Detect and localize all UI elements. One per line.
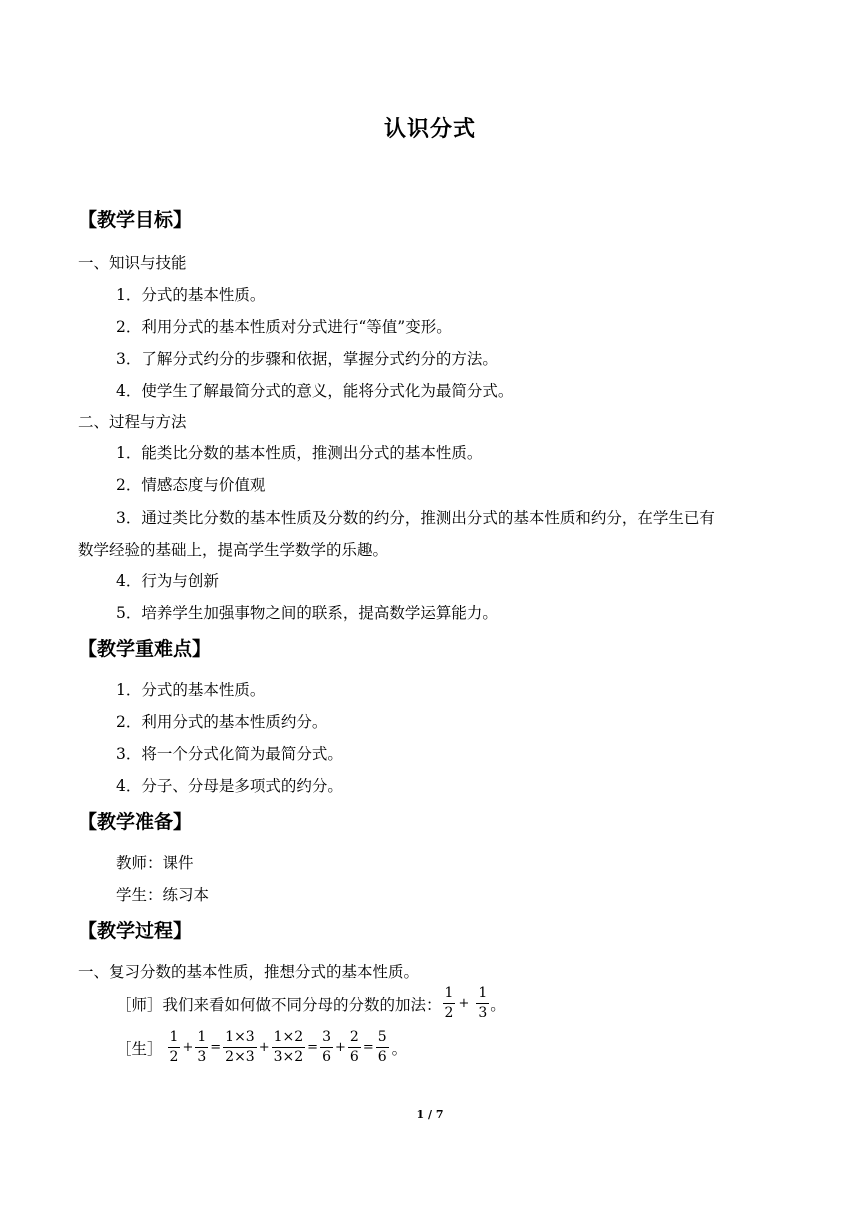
fraction-denominator: 3 [478,1005,488,1021]
equals-sign: = [362,1040,374,1055]
fraction-numerator: 1 [168,1030,181,1048]
heading-process: 【教学过程】 [78,920,193,942]
heading-difficulty: 【教学重难点】 [78,638,212,660]
difficulty-item: 2．利用分式的基本性质约分。 [116,713,328,731]
part1-item: 4．使学生了解最简分式的意义，能将分式化为最简分式。 [116,382,514,400]
part2-item: 4．行为与创新 [116,572,219,590]
part1-item: 3．了解分式约分的步骤和依据，掌握分式约分的方法。 [116,350,498,368]
part2-item3-line1: 3．通过类比分数的基本性质及分数的约分，推测出分式的基本性质和约分，在学生已有 [116,509,715,527]
part2-item: 5．培养学生加强事物之间的联系，提高数学运算能力。 [116,604,498,622]
fraction-numerator: 1 [195,1030,208,1048]
plus-sign: + [182,1040,194,1055]
fraction-numerator: 3 [320,1030,333,1048]
fraction [443,986,456,1021]
plus-sign: + [258,1040,270,1055]
fraction [348,1030,361,1065]
fraction-numerator: 5 [376,1030,389,1048]
student-prefix: ［生］ [116,1039,163,1058]
page-number: 1 / 7 [416,1108,444,1121]
fraction-denominator: 2 [444,1005,454,1021]
page-title: 认识分式 [383,117,476,142]
fraction-numerator: 1 [443,986,456,1004]
fraction-numerator: 1 [476,986,489,1004]
fraction [476,986,489,1021]
part2-item: 2．情感态度与价值观 [116,476,266,494]
fraction-denominator: 2×3 [225,1049,255,1065]
fraction [320,1030,333,1065]
prep-item: 学生：练习本 [116,886,210,904]
fraction-numerator: 2 [348,1030,361,1048]
plus-sign: + [458,996,470,1011]
plus-sign: + [335,1040,346,1055]
process-step-1: 一、复习分数的基本性质，推想分式的基本性质。 [78,963,420,981]
student-end: 。 [391,1039,408,1058]
fraction-numerator: 1×2 [272,1030,306,1048]
fraction [376,1030,389,1065]
heading-prep: 【教学准备】 [78,811,193,833]
difficulty-item: 4．分子、分母是多项式的约分。 [116,777,343,795]
fraction-denominator: 6 [322,1049,331,1065]
teacher-line [116,986,506,1021]
heading-goals: 【教学目标】 [78,209,193,231]
fraction [195,1030,208,1065]
prep-item: 教师：课件 [116,854,194,872]
teacher-end: 。 [490,995,506,1014]
part1-item: 2．利用分式的基本性质对分式进行“等值”变形。 [116,318,452,336]
fraction-denominator: 3 [197,1049,207,1065]
equals-sign: = [210,1040,222,1055]
part2-title: 二、过程与方法 [78,413,187,431]
fraction-denominator: 6 [349,1049,359,1065]
fraction-denominator: 3×2 [273,1049,304,1065]
fraction [272,1030,306,1065]
fraction [168,1030,181,1065]
part1-item: 1．分式的基本性质。 [116,286,266,304]
part2-item: 1．能类比分数的基本性质，推测出分式的基本性质。 [116,444,483,462]
fraction-numerator: 1×3 [223,1030,257,1048]
part2-item3-line2: 数学经验的基础上，提高学生学数学的乐趣。 [78,541,389,559]
teacher-text: ［师］我们来看如何做不同分母的分数的加法： [116,995,442,1014]
fraction [223,1030,257,1065]
fraction-denominator: 2 [169,1049,179,1065]
equals-sign: = [307,1040,319,1055]
student-expression [167,1030,390,1065]
part1-title: 一、知识与技能 [78,254,187,272]
difficulty-item: 3．将一个分式化简为最简分式。 [116,745,343,763]
fraction-denominator: 6 [377,1049,387,1065]
student-line [116,1030,407,1065]
difficulty-item: 1．分式的基本性质。 [116,681,266,699]
